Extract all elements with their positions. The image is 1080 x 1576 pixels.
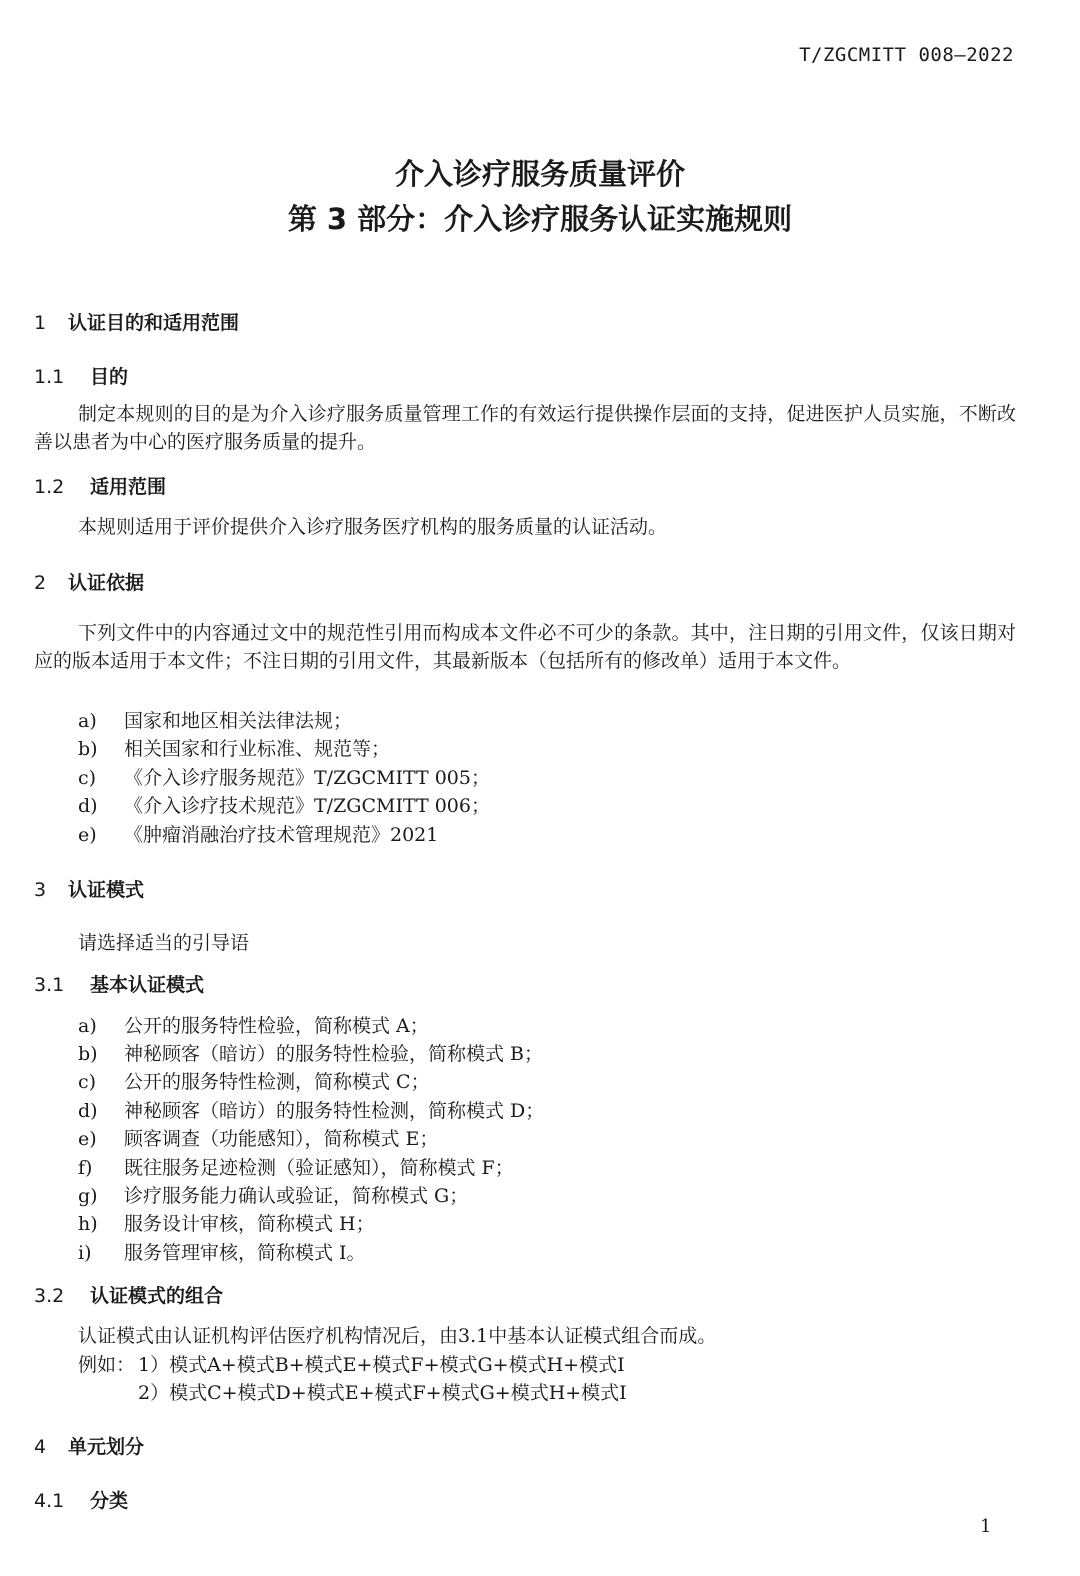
section-1-heading bbox=[34, 308, 239, 335]
list-text: 既往服务足迹检测（验证感知），简称模式 F； bbox=[124, 1157, 514, 1179]
example-line-2: 2）模式C+模式D+模式E+模式F+模式G+模式H+模式I bbox=[138, 1382, 627, 1404]
list-marker: b) bbox=[78, 738, 98, 760]
section-title: 认证依据 bbox=[68, 572, 145, 594]
example-line-1 bbox=[78, 1350, 625, 1377]
list-text: 相关国家和行业标准、规范等； bbox=[124, 738, 391, 760]
list-item bbox=[78, 1181, 468, 1208]
section-title: 分类 bbox=[90, 1490, 129, 1512]
list-marker: c) bbox=[78, 1071, 97, 1093]
list-item bbox=[78, 1011, 429, 1038]
list-marker: e) bbox=[78, 824, 97, 846]
list-text: 神秘顾客（暗访）的服务特性检测，简称模式 D； bbox=[124, 1100, 545, 1122]
list-marker: i) bbox=[78, 1242, 92, 1264]
list-item bbox=[78, 1153, 514, 1180]
page-number: 1 bbox=[980, 1516, 992, 1537]
section-title: 单元划分 bbox=[68, 1436, 145, 1458]
list-text: 顾客调查（功能感知），简称模式 E； bbox=[124, 1128, 439, 1150]
list-marker: e) bbox=[78, 1128, 97, 1150]
section-1-2-paragraph: 本规则适用于评价提供介入诊疗服务医疗机构的服务质量的认证活动。 bbox=[78, 516, 668, 538]
list-text: 国家和地区相关法律法规； bbox=[124, 710, 353, 732]
section-title: 基本认证模式 bbox=[90, 974, 205, 996]
list-marker: a) bbox=[78, 710, 97, 732]
section-title: 认证模式 bbox=[68, 879, 145, 901]
section-2-paragraph: 下列文件中的内容通过文中的规范性引用而构成本文件必不可少的条款。其中，注日期的引用文件，仅该日期对应的版本适用于本文件；不注日期的引用文件，其最新版本（包括所有的修改单）适用于本文件。 bbox=[34, 622, 1016, 672]
list-text: 神秘顾客（暗访）的服务特性检验，简称模式 B； bbox=[124, 1043, 544, 1065]
section-1-1-heading bbox=[34, 362, 128, 389]
section-number: 3.1 bbox=[34, 974, 65, 996]
list-text: 公开的服务特性检验，简称模式 A； bbox=[124, 1015, 429, 1037]
example-text: 1）模式A+模式B+模式E+模式F+模式G+模式H+模式I bbox=[138, 1354, 625, 1376]
section-3-2-paragraph: 认证模式由认证机构评估医疗机构情况后，由3.1中基本认证模式组合而成。 bbox=[78, 1325, 717, 1347]
list-marker: b) bbox=[78, 1043, 98, 1065]
section-number: 1.2 bbox=[34, 476, 65, 498]
list-text: 公开的服务特性检测，简称模式 C； bbox=[124, 1071, 430, 1093]
list-item bbox=[78, 1209, 375, 1236]
list-marker: a) bbox=[78, 1015, 97, 1037]
section-title: 认证目的和适用范围 bbox=[68, 312, 240, 334]
list-item bbox=[78, 1096, 544, 1123]
section-2-heading bbox=[34, 568, 144, 595]
list-marker: h) bbox=[78, 1213, 98, 1235]
section-title: 认证模式的组合 bbox=[90, 1285, 224, 1307]
list-marker: d) bbox=[78, 795, 98, 817]
section-title: 目的 bbox=[90, 366, 129, 388]
section-title: 适用范围 bbox=[90, 476, 167, 498]
list-item bbox=[78, 820, 438, 847]
list-text: 服务管理审核，简称模式 I。 bbox=[124, 1242, 366, 1264]
list-item bbox=[78, 1039, 543, 1066]
list-item bbox=[78, 763, 490, 790]
list-marker: f) bbox=[78, 1157, 93, 1179]
section-number: 3 bbox=[34, 879, 47, 901]
list-text: 《介入诊疗服务规范》T/ZGCMITT 005； bbox=[124, 767, 490, 789]
section-3-heading bbox=[34, 875, 144, 902]
list-text: 诊疗服务能力确认或验证，简称模式 G； bbox=[124, 1185, 469, 1207]
list-item bbox=[78, 734, 390, 761]
list-item bbox=[78, 706, 352, 733]
section-3-1-heading bbox=[34, 970, 204, 997]
document-code: T/ZGCMITT 008—2022 bbox=[799, 44, 1014, 66]
document-title: 介入诊疗服务质量评价 bbox=[394, 157, 685, 191]
section-number: 1 bbox=[34, 312, 47, 334]
list-marker: c) bbox=[78, 767, 97, 789]
section-4-heading bbox=[34, 1432, 144, 1459]
list-item bbox=[78, 1067, 430, 1094]
list-item bbox=[78, 1124, 438, 1151]
section-1-2-heading bbox=[34, 472, 166, 499]
list-marker: d) bbox=[78, 1100, 98, 1122]
list-text: 《介入诊疗技术规范》T/ZGCMITT 006； bbox=[124, 795, 490, 817]
section-3-guidance-text: 请选择适当的引导语 bbox=[78, 932, 250, 954]
section-number: 1.1 bbox=[34, 366, 65, 388]
section-number: 4.1 bbox=[34, 1490, 65, 1512]
section-number: 4 bbox=[34, 1436, 47, 1458]
document-subtitle: 第 3 部分：介入诊疗服务认证实施规则 bbox=[287, 202, 793, 236]
list-item bbox=[78, 1238, 366, 1265]
section-number: 3.2 bbox=[34, 1285, 65, 1307]
list-marker: g) bbox=[78, 1185, 98, 1207]
list-text: 服务设计审核，简称模式 H； bbox=[124, 1213, 375, 1235]
example-label: 例如： bbox=[78, 1354, 136, 1376]
section-4-1-heading bbox=[34, 1486, 128, 1513]
list-item bbox=[78, 791, 490, 818]
section-3-2-heading bbox=[34, 1281, 223, 1308]
section-number: 2 bbox=[34, 572, 47, 594]
list-text: 《肿瘤消融治疗技术管理规范》2021 bbox=[124, 824, 439, 846]
section-1-1-paragraph: 制定本规则的目的是为介入诊疗服务质量管理工作的有效运行提供操作层面的支持，促进医护人员实施，不断改善以患者为中心的医疗服务质量的提升。 bbox=[34, 403, 1016, 453]
